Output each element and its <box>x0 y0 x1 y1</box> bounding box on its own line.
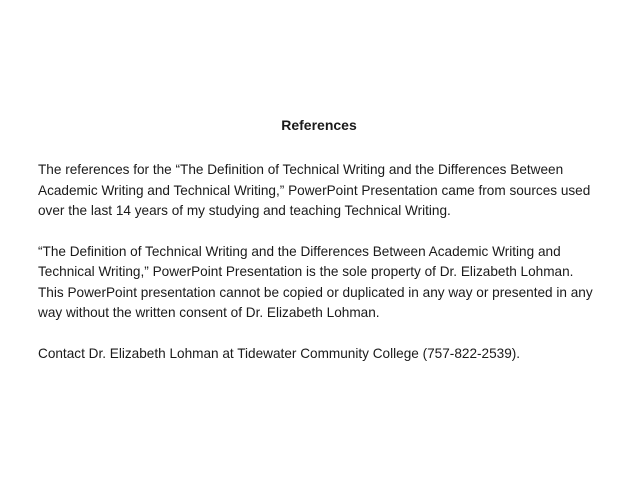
references-source-paragraph: The references for the “The Definition of Technical Writing and the Differences Between Academic Writing and Technical Writing,” PowerPoint Presentation came from sources used over the last 14 years of my studying and teaching Technical Writing. <box>38 162 591 218</box>
slide-title: References <box>281 117 357 133</box>
ownership-paragraph: “The Definition of Technical Writing and the Differences Between Academic Writing and Technical Writing,” PowerPoint Presentation is the sole property of Dr. Elizabeth Lohman. This PowerPoint presentation cannot be copied or duplicated in any way or presented in any way without the written consent of Dr. Elizabeth Lohman. <box>38 243 593 320</box>
slide-body <box>38 160 594 384</box>
contact-paragraph: Contact Dr. Elizabeth Lohman at Tidewater Community College (757-822-2539). <box>38 345 521 361</box>
